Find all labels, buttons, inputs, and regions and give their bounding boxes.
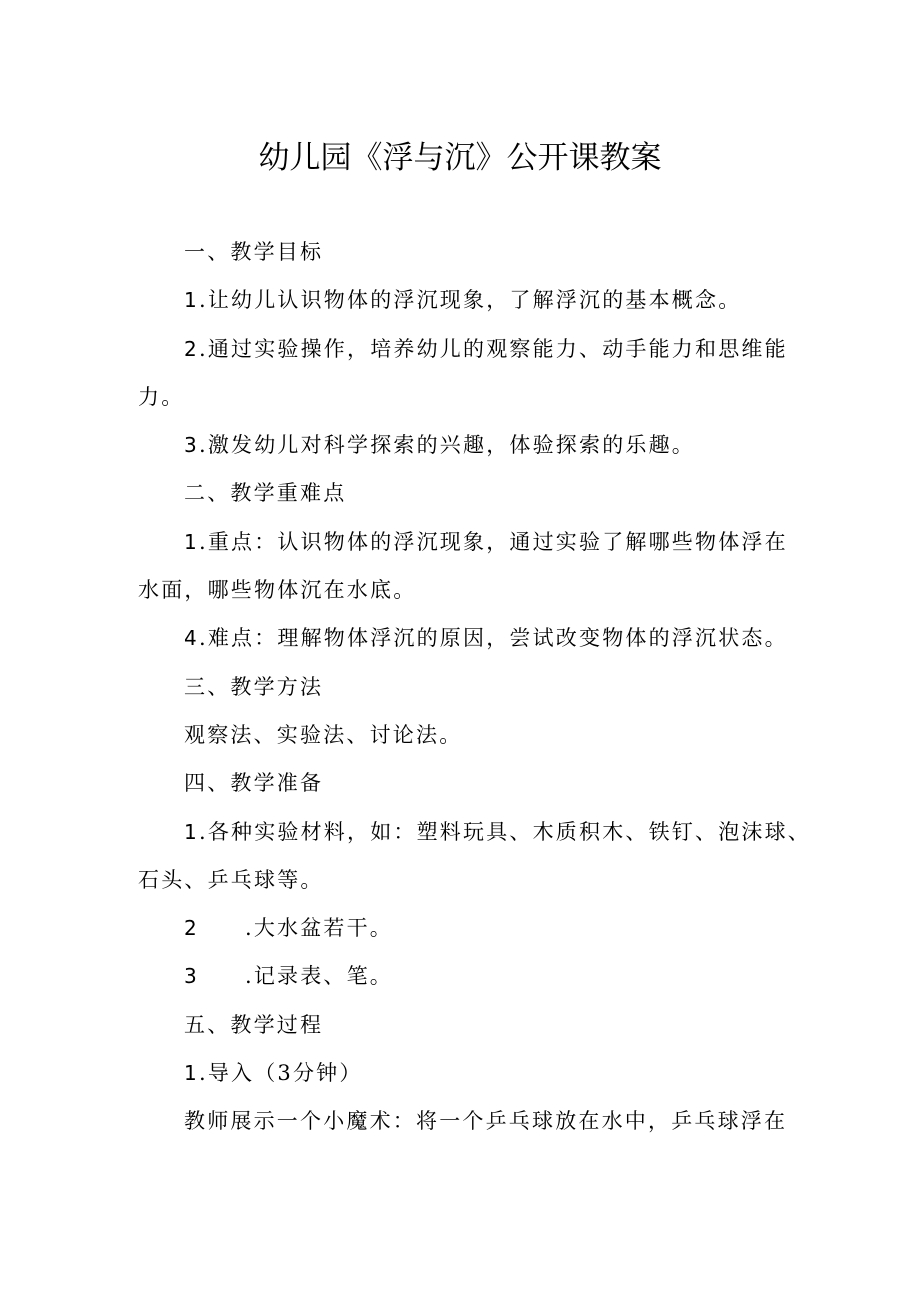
preparation-item-1-continued: 石头、乒乓球等。: [138, 867, 324, 892]
process-paragraph: 教师展示一个小魔术：将一个乒乓球放在水中，乒乓球浮在: [184, 1109, 788, 1134]
section-heading-objectives: 一、教学目标: [184, 240, 324, 264]
methods-paragraph: 观察法、实验法、讨论法。: [184, 722, 463, 747]
objective-item-1: 1.让幼儿认识物体的浮沉现象，了解浮沉的基本概念。: [184, 288, 742, 313]
preparation-item-1: 1.各种实验材料，如：塑料玩具、木质积木、铁钉、泡沫球、: [184, 819, 812, 844]
section-heading-key-points: 二、教学重难点: [184, 481, 347, 506]
document-title: 幼儿园《浮与沉》公开课教案: [258, 140, 662, 176]
key-point-item-1-continued: 水面，哪些物体沉在水底。: [138, 578, 417, 603]
section-heading-process: 五、教学过程: [184, 1012, 324, 1037]
process-item-1: 1.导入（3分钟）: [184, 1061, 363, 1086]
key-point-item-4: 4.难点：理解物体浮沉的原因，尝试改变物体的浮沉状态。: [184, 626, 788, 651]
objective-item-3: 3.激发幼儿对科学探索的兴趣，体验探索的乐趣。: [184, 433, 696, 458]
document-body: [138, 228, 812, 1146]
key-point-item-1: 1.重点：认识物体的浮沉现象，通过实验了解哪些物体浮在: [184, 529, 788, 554]
objective-item-2-continued: 力。: [138, 384, 185, 409]
objective-item-2: 2.通过实验操作，培养幼儿的观察能力、动手能力和思维能: [184, 336, 788, 361]
preparation-item-3: 3 .记录表、笔。: [184, 964, 394, 989]
preparation-item-2: 2 .大水盆若干。: [184, 916, 394, 941]
section-heading-preparation: 四、教学准备: [184, 771, 324, 796]
section-heading-methods: 三、教学方法: [184, 674, 324, 699]
